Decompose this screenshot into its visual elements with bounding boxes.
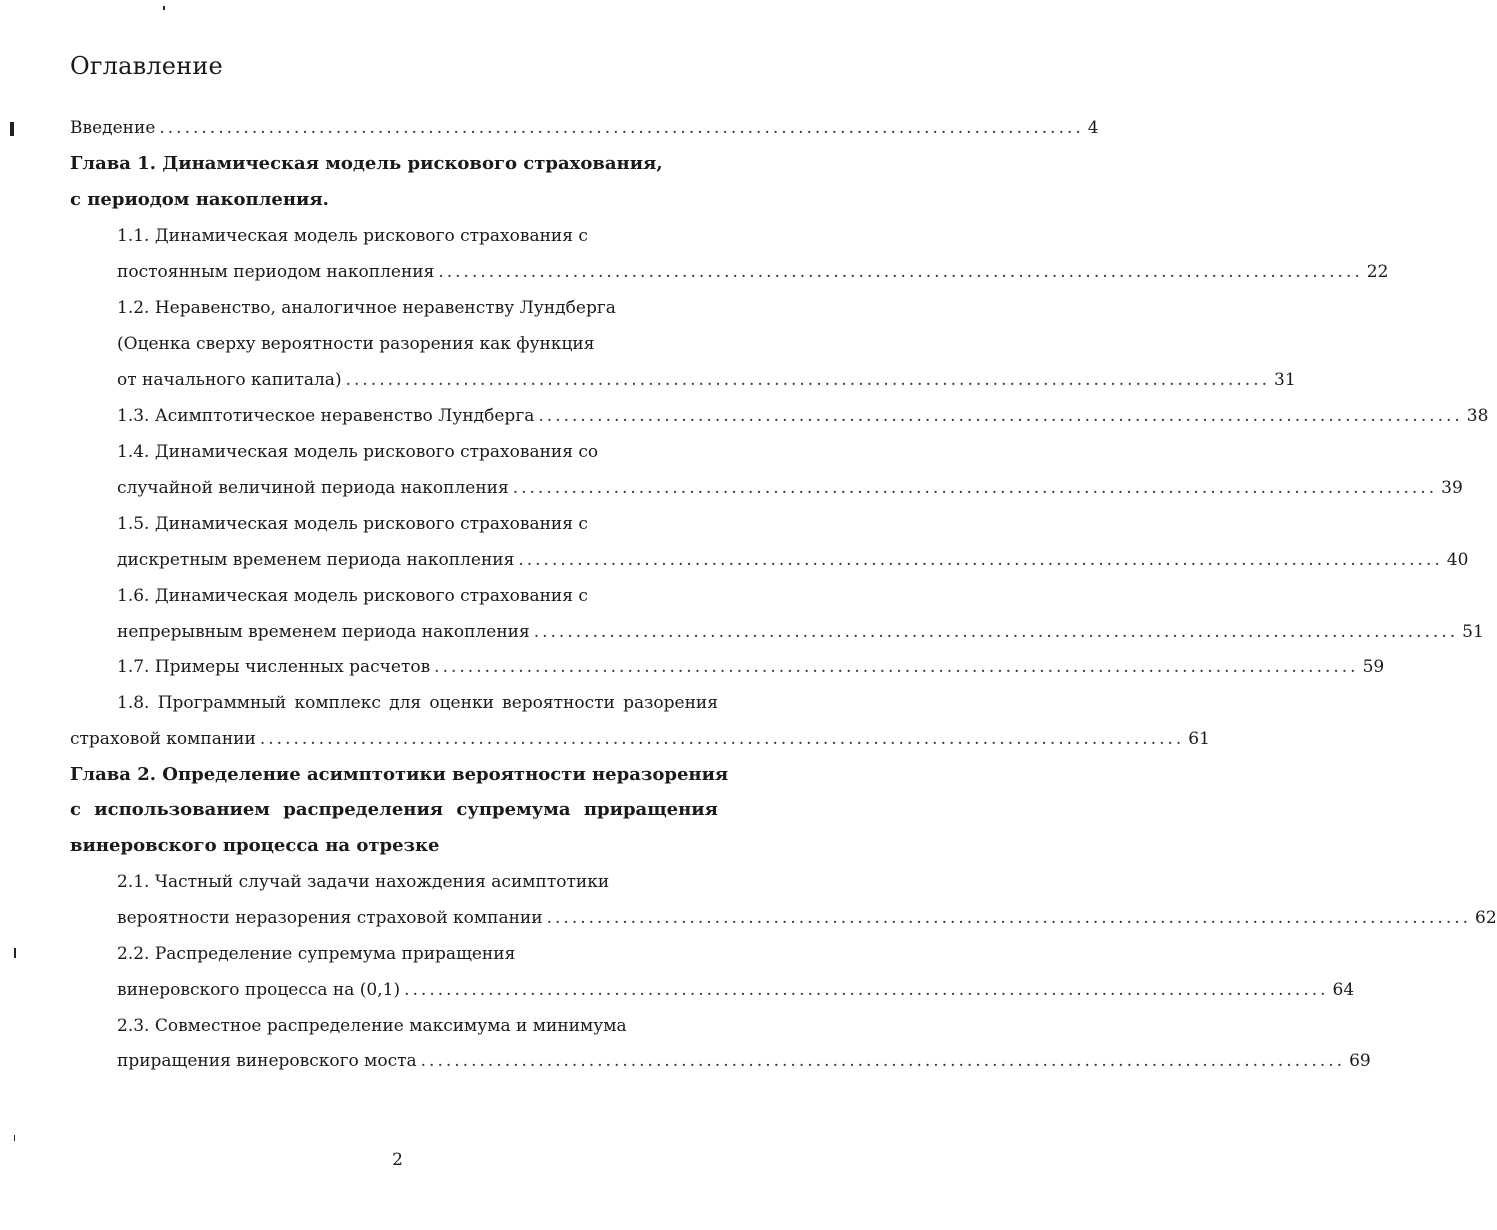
toc-section-1-5: 1.5. Динамическая модель рискового страхования с <box>117 514 588 534</box>
toc-section-2-3-cont <box>117 1050 1371 1072</box>
chapter-2-heading-cont2: винеровского процесса на отрезке <box>70 835 440 856</box>
scan-mark <box>14 1135 15 1141</box>
toc-word: приращения <box>583 799 718 820</box>
dot-leader: .............................................................................................................. <box>420 1051 1346 1071</box>
toc-word: 1.8. <box>117 693 150 713</box>
toc-entry-label: 1.3. Асимптотическое неравенство Лундберга <box>117 406 535 426</box>
toc-word: комплекс <box>294 693 381 713</box>
toc-page-ref: 22 <box>1366 262 1389 282</box>
toc-page-ref: 38 <box>1466 406 1489 426</box>
dot-leader: .............................................................................................................. <box>533 622 1459 642</box>
chapter-2-heading: Глава 2. Определение асимптотики вероятности неразорения <box>70 764 729 785</box>
toc-page-ref: 61 <box>1188 729 1210 749</box>
toc-page-ref: 62 <box>1475 908 1497 928</box>
toc-page-ref: 4 <box>1087 118 1099 138</box>
toc-entry-label: винеровского процесса на (0,1) <box>117 980 401 1000</box>
toc-entry-label: страховой компании <box>70 729 256 749</box>
page-number: 2 <box>392 1150 403 1170</box>
toc-section-2-2: 2.2. Распределение супремума приращения <box>117 944 516 964</box>
toc-page-ref: 59 <box>1362 657 1385 677</box>
toc-title: Оглавление <box>70 52 223 80</box>
dot-leader: .............................................................................................................. <box>546 908 1472 928</box>
toc-section-2-2-cont <box>117 979 1355 1001</box>
toc-word: распределения <box>283 799 444 820</box>
toc-entry-introduction <box>70 117 1099 139</box>
toc-page-ref: 39 <box>1441 478 1463 498</box>
toc-section-1-6: 1.6. Динамическая модель рискового страхования с <box>117 586 588 606</box>
toc-word: разорения <box>623 693 718 713</box>
toc-page-ref: 69 <box>1349 1051 1371 1071</box>
toc-entry-label: случайной величиной периода накопления <box>117 478 509 498</box>
dot-leader: .............................................................................................................. <box>538 406 1463 426</box>
dot-leader: .............................................................................................................. <box>434 657 1359 677</box>
chapter-2-heading-cont <box>70 799 718 821</box>
scan-mark <box>14 948 16 958</box>
dot-leader: .............................................................................................................. <box>512 478 1438 498</box>
toc-section-1-3 <box>117 405 1489 427</box>
toc-page-ref: 64 <box>1332 980 1355 1000</box>
toc-word: Программный <box>157 693 287 713</box>
toc-section-1-7 <box>117 656 1385 678</box>
dot-leader: .............................................................................................................. <box>159 118 1084 138</box>
dot-leader: .............................................................................................................. <box>259 729 1185 749</box>
toc-entry-label: непрерывным временем периода накопления <box>117 622 530 642</box>
toc-word: супремума <box>456 799 571 820</box>
toc-section-1-4: 1.4. Динамическая модель рискового страхования со <box>117 442 599 462</box>
toc-entry-label: дискретным временем периода накопления <box>117 550 515 570</box>
toc-section-1-6-cont <box>117 621 1484 643</box>
toc-page-ref: 40 <box>1446 550 1469 570</box>
toc-word: использованием <box>94 799 270 820</box>
toc-section-1-2-cont: (Оценка сверху вероятности разорения как функция <box>117 334 595 354</box>
chapter-1-heading: Глава 1. Динамическая модель рискового страхования, <box>70 153 663 174</box>
dot-leader: .............................................................................................................. <box>345 370 1270 390</box>
dot-leader: .............................................................................................................. <box>518 550 1443 570</box>
toc-section-1-2: 1.2. Неравенство, аналогичное неравенству Лундберга <box>117 298 616 318</box>
toc-section-2-3: 2.3. Совместное распределение максимума и минимума <box>117 1016 627 1036</box>
scan-mark <box>163 6 165 10</box>
toc-word: с <box>70 799 81 820</box>
toc-entry-label: Введение <box>70 118 156 138</box>
scan-mark <box>10 122 14 136</box>
toc-word: для <box>389 693 422 713</box>
toc-section-2-1-cont <box>117 907 1497 929</box>
dot-leader: .............................................................................................................. <box>404 980 1329 1000</box>
toc-word: вероятности <box>502 693 615 713</box>
toc-section-1-8-cont <box>70 728 1210 750</box>
dot-leader: .............................................................................................................. <box>438 262 1363 282</box>
toc-section-1-8 <box>117 692 718 714</box>
toc-section-1-1-cont <box>117 261 1389 283</box>
toc-section-1-2-cont2 <box>117 369 1296 391</box>
toc-section-2-1: 2.1. Частный случай задачи нахождения асимптотики <box>117 872 610 892</box>
toc-page-ref: 31 <box>1274 370 1296 390</box>
toc-word: оценки <box>429 693 494 713</box>
toc-section-1-5-cont <box>117 549 1469 571</box>
toc-entry-label: 1.7. Примеры численных расчетов <box>117 657 431 677</box>
chapter-1-heading-cont: с периодом накопления. <box>70 189 329 210</box>
toc-section-1-4-cont <box>117 477 1463 499</box>
toc-page-ref: 51 <box>1462 622 1484 642</box>
toc-entry-label: приращения винеровского моста <box>117 1051 417 1071</box>
toc-entry-label: вероятности неразорения страховой компании <box>117 908 543 928</box>
toc-section-1-1: 1.1. Динамическая модель рискового страхования с <box>117 226 588 246</box>
toc-entry-label: постоянным периодом накопления <box>117 262 435 282</box>
toc-entry-label: от начального капитала) <box>117 370 342 390</box>
